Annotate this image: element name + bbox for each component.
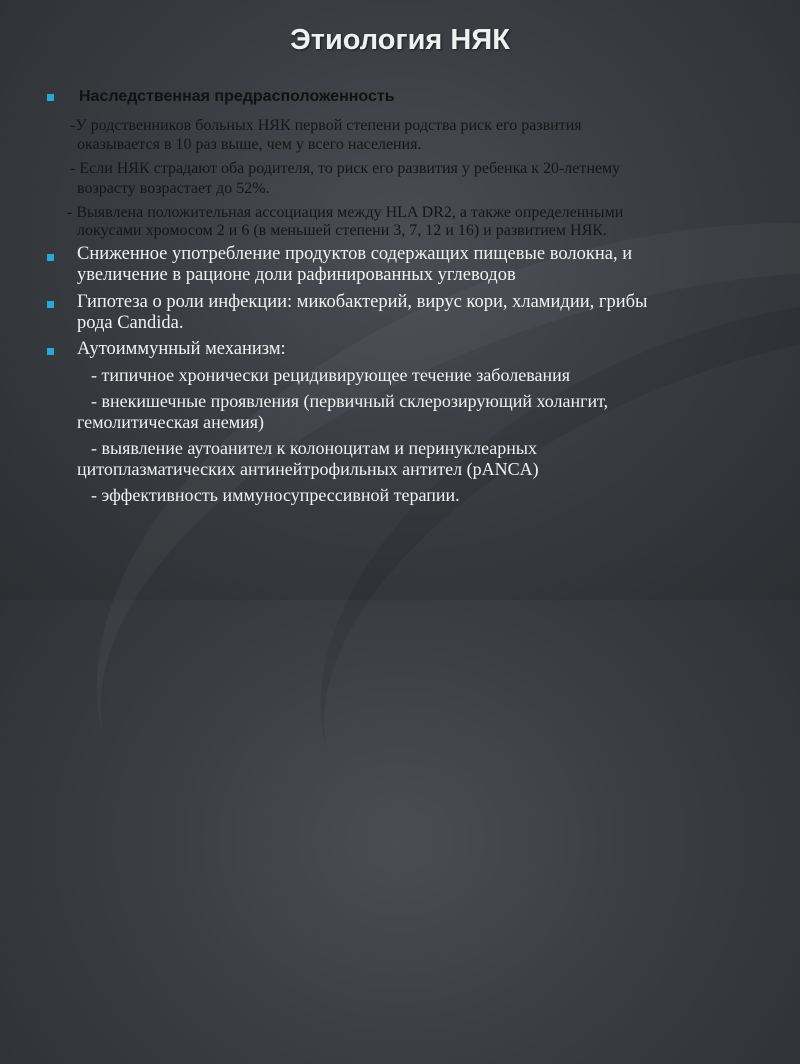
heredity-heading: Наследственная предрасположенность bbox=[79, 88, 395, 105]
autoimmune-heading: Аутоиммунный механизм: bbox=[77, 339, 286, 359]
diet-line2: увеличение в рационе доли рафинированных углеводов bbox=[77, 265, 516, 285]
heredity-text-1-line2: оказывается в 10 раз выше, чем у всего населения. bbox=[77, 136, 422, 153]
heredity-text-2-line1: - Если НЯК страдают оба родителя, то риск его развития у ребенка к 20-летнему bbox=[70, 160, 621, 177]
diet-line1: Сниженное употребление продуктов содержащих пищевые волокна, и bbox=[77, 244, 633, 264]
autoimmune-sub-2-line1: - внекишечные проявления (первичный склерозирующий холангит, bbox=[91, 391, 609, 411]
bullet-marker bbox=[47, 301, 54, 308]
bullet-marker bbox=[47, 348, 54, 355]
autoimmune-sub-3-line2: цитоплазматических антинейтрофильных антител (pANCA) bbox=[77, 459, 539, 479]
autoimmune-sub-2-line2: гемолитическая анемия) bbox=[77, 412, 265, 432]
autoimmune-sub-1: - типичное хронически рецидивирующее течение заболевания bbox=[91, 365, 570, 385]
infection-line1: Гипотеза о роли инфекции: микобактерий, вирус кори, хламидии, грибы bbox=[77, 292, 648, 312]
bullet-marker bbox=[47, 94, 54, 101]
autoimmune-sub-4: - эффективность иммуносупрессивной терапии. bbox=[91, 485, 460, 505]
heredity-text-3-line1: - Выявлена положительная ассоциация между HLA DR2, а также определенными bbox=[67, 204, 624, 221]
heredity-text-3-line2: локусами хромосом 2 и 6 (в меньшей степени 3, 7, 12 и 16) и развитием НЯК. bbox=[77, 222, 607, 239]
heredity-text-1-line1: -У родственников больных НЯК первой степени родства риск его развития bbox=[70, 117, 582, 134]
heredity-text-2-line2: возрасту возрастает до 52%. bbox=[77, 180, 270, 197]
infection-line2: рода Candida. bbox=[77, 313, 184, 333]
slide-title: Этиология НЯК bbox=[290, 24, 510, 56]
bullet-marker bbox=[47, 254, 54, 261]
autoimmune-sub-3-line1: - выявление аутоанител к колоноцитам и перинуклеарных bbox=[91, 438, 538, 458]
